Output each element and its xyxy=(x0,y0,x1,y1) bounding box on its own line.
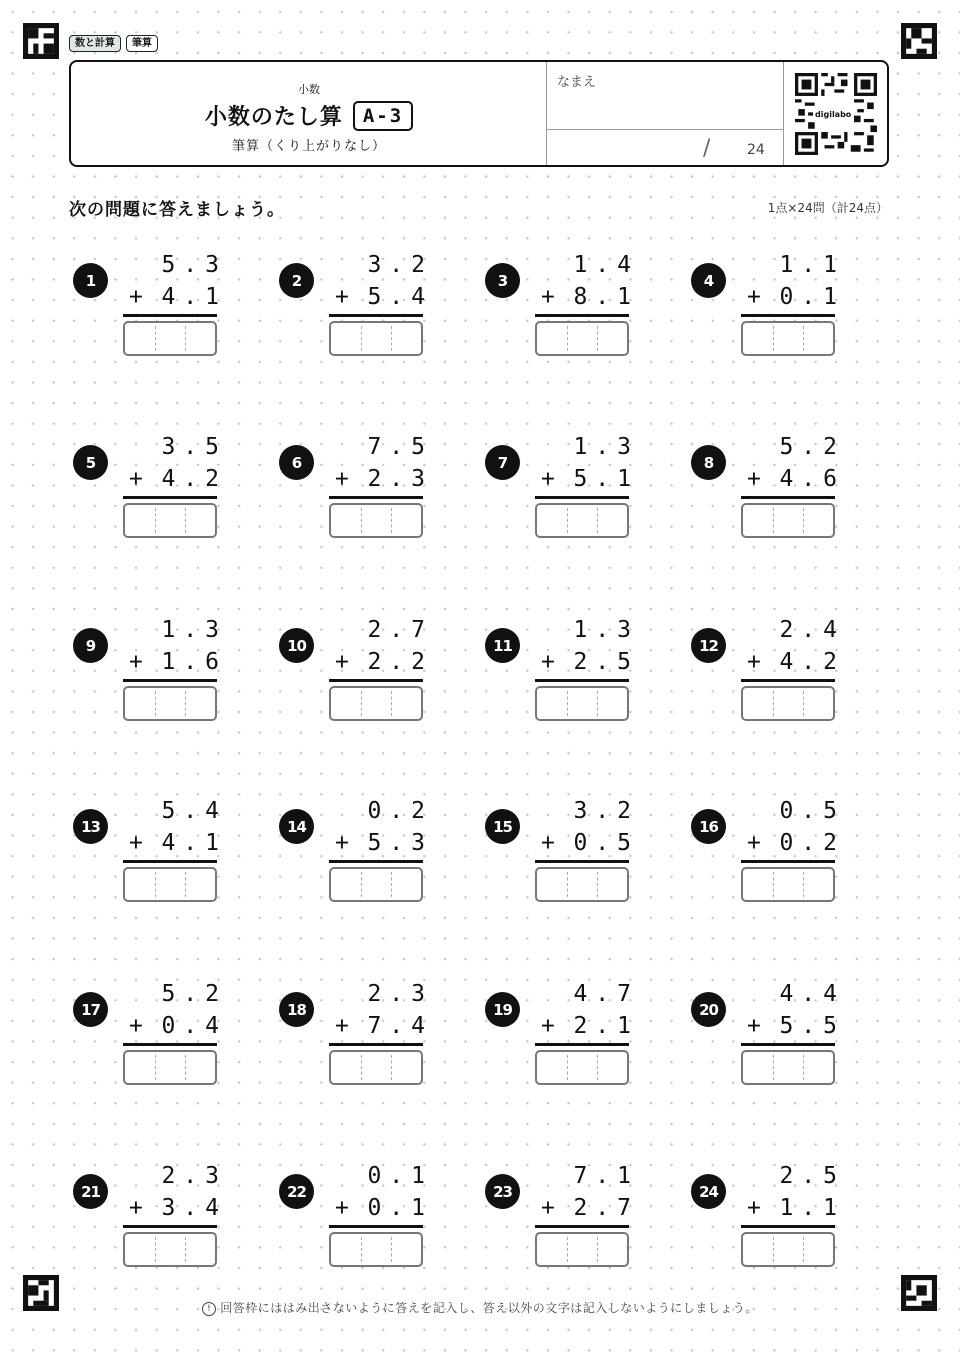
answer-box-divider xyxy=(155,326,156,351)
sum-rule-line xyxy=(329,1225,423,1228)
answer-box-divider xyxy=(803,872,804,897)
answer-box[interactable] xyxy=(123,503,217,538)
addend-top: 3.5 xyxy=(161,434,227,460)
answer-box-divider xyxy=(155,691,156,716)
plus-sign: + xyxy=(129,284,143,310)
problem-number-badge: 19 xyxy=(485,992,520,1027)
answer-box-divider xyxy=(597,872,598,897)
sum-rule-line xyxy=(741,496,835,499)
addend-bottom: 1.1 xyxy=(779,1195,845,1221)
sum-rule-line xyxy=(123,496,217,499)
addend-bottom: 5.3 xyxy=(367,830,433,856)
answer-box-divider xyxy=(185,872,186,897)
problem-24 xyxy=(691,1162,871,1292)
problem-number-badge: 18 xyxy=(279,992,314,1027)
problem-14 xyxy=(279,797,459,927)
footer-text: 回答枠にははみ出さないように答えを記入し、答え以外の文字は記入しないようにしましょう。 xyxy=(220,1301,758,1315)
answer-box-divider xyxy=(567,872,568,897)
category-tags xyxy=(69,35,158,52)
problem-number-badge: 20 xyxy=(691,992,726,1027)
sum-rule-line xyxy=(123,1225,217,1228)
plus-sign: + xyxy=(541,466,555,492)
addend-bottom: 8.1 xyxy=(573,284,639,310)
answer-box-divider xyxy=(361,508,362,533)
plus-sign: + xyxy=(541,649,555,675)
worksheet-header xyxy=(69,60,889,167)
answer-box-divider xyxy=(773,508,774,533)
addend-bottom: 2.7 xyxy=(573,1195,639,1221)
sum-rule-line xyxy=(329,860,423,863)
answer-box-divider xyxy=(803,326,804,351)
level-badge: A-3 xyxy=(353,101,413,131)
problem-20 xyxy=(691,980,871,1110)
problem-7 xyxy=(485,433,665,563)
problem-number-badge: 11 xyxy=(485,628,520,663)
answer-box[interactable] xyxy=(535,1232,629,1267)
plus-sign: + xyxy=(335,1013,349,1039)
plus-sign: + xyxy=(335,649,349,675)
plus-sign: + xyxy=(747,466,761,492)
problem-number-badge: 10 xyxy=(279,628,314,663)
problem-1 xyxy=(73,251,253,381)
answer-box[interactable] xyxy=(329,867,423,902)
answer-box-divider xyxy=(185,1237,186,1262)
problem-number-badge: 13 xyxy=(73,809,108,844)
sum-rule-line xyxy=(535,1225,629,1228)
answer-box-divider xyxy=(773,872,774,897)
problem-number-badge: 12 xyxy=(691,628,726,663)
addend-bottom: 0.2 xyxy=(779,830,845,856)
plus-sign: + xyxy=(541,1013,555,1039)
addend-bottom: 7.4 xyxy=(367,1013,433,1039)
problem-11 xyxy=(485,616,665,746)
answer-box[interactable] xyxy=(123,321,217,356)
sum-rule-line xyxy=(123,860,217,863)
problem-number-badge: 2 xyxy=(279,263,314,298)
answer-box[interactable] xyxy=(329,503,423,538)
answer-box-divider xyxy=(391,1055,392,1080)
info-icon: ! xyxy=(202,1302,216,1316)
score-slash: / xyxy=(703,136,711,161)
answer-box[interactable] xyxy=(535,321,629,356)
answer-box-divider xyxy=(597,691,598,716)
sum-rule-line xyxy=(741,860,835,863)
problem-number-badge: 24 xyxy=(691,1174,726,1209)
answer-box[interactable] xyxy=(535,503,629,538)
addend-bottom: 5.4 xyxy=(367,284,433,310)
problem-number-badge: 5 xyxy=(73,445,108,480)
answer-box-divider xyxy=(567,691,568,716)
sum-rule-line xyxy=(123,314,217,317)
answer-box-divider xyxy=(597,1055,598,1080)
addend-top: 7.5 xyxy=(367,434,433,460)
problem-number-badge: 14 xyxy=(279,809,314,844)
addend-top: 1.3 xyxy=(573,434,639,460)
problem-number-badge: 23 xyxy=(485,1174,520,1209)
problem-23 xyxy=(485,1162,665,1292)
addend-top: 4.7 xyxy=(573,981,639,1007)
plus-sign: + xyxy=(747,1013,761,1039)
answer-box[interactable] xyxy=(329,1050,423,1085)
problem-number-badge: 4 xyxy=(691,263,726,298)
answer-box-divider xyxy=(773,691,774,716)
plus-sign: + xyxy=(129,1013,143,1039)
addend-bottom: 5.1 xyxy=(573,466,639,492)
answer-box-divider xyxy=(773,1055,774,1080)
answer-box-divider xyxy=(803,691,804,716)
name-score-area xyxy=(546,62,784,165)
plus-sign: + xyxy=(129,649,143,675)
sum-rule-line xyxy=(741,679,835,682)
problem-number-badge: 6 xyxy=(279,445,314,480)
problem-number-badge: 22 xyxy=(279,1174,314,1209)
plus-sign: + xyxy=(541,830,555,856)
plus-sign: + xyxy=(747,649,761,675)
addend-top: 2.3 xyxy=(161,1163,227,1189)
answer-box-divider xyxy=(391,326,392,351)
answer-box-divider xyxy=(597,326,598,351)
addend-bottom: 5.5 xyxy=(779,1013,845,1039)
problem-number-badge: 8 xyxy=(691,445,726,480)
plus-sign: + xyxy=(541,284,555,310)
sum-rule-line xyxy=(329,679,423,682)
title-area xyxy=(71,62,547,165)
name-label: なまえ xyxy=(557,75,597,90)
answer-box-divider xyxy=(391,1237,392,1262)
answer-box[interactable] xyxy=(535,867,629,902)
problem-number-badge: 16 xyxy=(691,809,726,844)
addend-top: 5.2 xyxy=(779,434,845,460)
answer-box-divider xyxy=(391,872,392,897)
problem-number-badge: 21 xyxy=(73,1174,108,1209)
sum-rule-line xyxy=(535,496,629,499)
answer-box[interactable] xyxy=(741,1050,835,1085)
problem-number-badge: 3 xyxy=(485,263,520,298)
plus-sign: + xyxy=(335,1195,349,1221)
answer-box[interactable] xyxy=(741,321,835,356)
sum-rule-line xyxy=(535,1043,629,1046)
answer-box[interactable] xyxy=(535,1050,629,1085)
worksheet-title: 小数のたし算 xyxy=(204,105,343,130)
answer-box-divider xyxy=(361,691,362,716)
plus-sign: + xyxy=(335,466,349,492)
answer-box-divider xyxy=(803,1237,804,1262)
points-info: 1点×24問（計24点） xyxy=(767,201,888,215)
sum-rule-line xyxy=(741,1225,835,1228)
alignment-marker-top-right xyxy=(901,23,937,59)
addend-top: 0.2 xyxy=(367,798,433,824)
problem-10 xyxy=(279,616,459,746)
problem-3 xyxy=(485,251,665,381)
plus-sign: + xyxy=(541,1195,555,1221)
name-divider xyxy=(547,129,783,130)
addend-top: 0.1 xyxy=(367,1163,433,1189)
answer-box-divider xyxy=(391,508,392,533)
answer-box[interactable] xyxy=(123,1050,217,1085)
problem-16 xyxy=(691,797,871,927)
addend-bottom: 0.1 xyxy=(779,284,845,310)
answer-box-divider xyxy=(597,508,598,533)
sum-rule-line xyxy=(329,1043,423,1046)
sum-rule-line xyxy=(535,314,629,317)
answer-box-divider xyxy=(155,872,156,897)
problem-15 xyxy=(485,797,665,927)
score-total: 24 xyxy=(747,142,765,158)
addend-top: 3.2 xyxy=(573,798,639,824)
instruction-text: 次の問題に答えましょう。 xyxy=(69,200,285,220)
answer-box-divider xyxy=(361,326,362,351)
addend-top: 5.3 xyxy=(161,252,227,278)
answer-box-divider xyxy=(567,1055,568,1080)
plus-sign: + xyxy=(747,830,761,856)
addend-bottom: 0.4 xyxy=(161,1013,227,1039)
plus-sign: + xyxy=(335,830,349,856)
plus-sign: + xyxy=(129,1195,143,1221)
answer-box[interactable] xyxy=(123,867,217,902)
answer-box-divider xyxy=(773,326,774,351)
plus-sign: + xyxy=(129,466,143,492)
problem-number-badge: 7 xyxy=(485,445,520,480)
problem-9 xyxy=(73,616,253,746)
plus-sign: + xyxy=(129,830,143,856)
answer-box[interactable] xyxy=(329,1232,423,1267)
sum-rule-line xyxy=(123,679,217,682)
answer-box-divider xyxy=(155,508,156,533)
addend-bottom: 0.5 xyxy=(573,830,639,856)
addend-bottom: 2.2 xyxy=(367,649,433,675)
addend-bottom: 1.6 xyxy=(161,649,227,675)
addend-top: 2.7 xyxy=(367,617,433,643)
problem-5 xyxy=(73,433,253,563)
addend-bottom: 4.2 xyxy=(779,649,845,675)
addend-bottom: 0.1 xyxy=(367,1195,433,1221)
addend-bottom: 4.1 xyxy=(161,284,227,310)
problem-4 xyxy=(691,251,871,381)
addend-top: 1.3 xyxy=(573,617,639,643)
sum-rule-line xyxy=(535,679,629,682)
answer-box-divider xyxy=(567,1237,568,1262)
answer-box-divider xyxy=(567,508,568,533)
answer-box-divider xyxy=(185,508,186,533)
problem-22 xyxy=(279,1162,459,1292)
answer-box-divider xyxy=(567,326,568,351)
addend-bottom: 2.1 xyxy=(573,1013,639,1039)
addend-bottom: 4.1 xyxy=(161,830,227,856)
answer-box-divider xyxy=(803,508,804,533)
problem-2 xyxy=(279,251,459,381)
answer-box-divider xyxy=(361,1237,362,1262)
addend-top: 5.4 xyxy=(161,798,227,824)
answer-box-divider xyxy=(185,1055,186,1080)
sum-rule-line xyxy=(329,496,423,499)
addend-top: 2.5 xyxy=(779,1163,845,1189)
problem-13 xyxy=(73,797,253,927)
addend-top: 1.4 xyxy=(573,252,639,278)
problem-12 xyxy=(691,616,871,746)
addend-bottom: 2.5 xyxy=(573,649,639,675)
addend-bottom: 2.3 xyxy=(367,466,433,492)
answer-box-divider xyxy=(185,326,186,351)
problem-19 xyxy=(485,980,665,1110)
answer-box[interactable] xyxy=(741,867,835,902)
sum-rule-line xyxy=(741,314,835,317)
answer-box[interactable] xyxy=(123,686,217,721)
problem-18 xyxy=(279,980,459,1110)
addend-top: 3.2 xyxy=(367,252,433,278)
problem-number-badge: 15 xyxy=(485,809,520,844)
tag-number-and-calculation: 数と計算 xyxy=(69,35,121,52)
answer-box-divider xyxy=(773,1237,774,1262)
answer-box-divider xyxy=(185,691,186,716)
addend-top: 2.4 xyxy=(779,617,845,643)
answer-box-divider xyxy=(361,872,362,897)
addend-top: 1.3 xyxy=(161,617,227,643)
addend-bottom: 4.6 xyxy=(779,466,845,492)
problem-21 xyxy=(73,1162,253,1292)
problem-number-badge: 9 xyxy=(73,628,108,663)
addend-bottom: 4.2 xyxy=(161,466,227,492)
sum-rule-line xyxy=(123,1043,217,1046)
answer-box[interactable] xyxy=(329,686,423,721)
answer-box[interactable] xyxy=(535,686,629,721)
plus-sign: + xyxy=(747,284,761,310)
answer-box-divider xyxy=(155,1237,156,1262)
sum-rule-line xyxy=(741,1043,835,1046)
footer-note xyxy=(0,1299,960,1316)
answer-box[interactable] xyxy=(741,686,835,721)
addend-top: 7.1 xyxy=(573,1163,639,1189)
addend-top: 1.1 xyxy=(779,252,845,278)
problem-8 xyxy=(691,433,871,563)
addend-top: 0.5 xyxy=(779,798,845,824)
subject-label: 小数 xyxy=(298,83,320,96)
tag-column-calculation: 筆算 xyxy=(126,35,158,52)
qr-code-label: digilabo xyxy=(815,110,852,119)
problem-number-badge: 17 xyxy=(73,992,108,1027)
sum-rule-line xyxy=(535,860,629,863)
sum-rule-line xyxy=(329,314,423,317)
addend-top: 2.3 xyxy=(367,981,433,1007)
addend-top: 4.4 xyxy=(779,981,845,1007)
alignment-marker-top-left xyxy=(23,23,59,59)
plus-sign: + xyxy=(335,284,349,310)
addend-bottom: 3.4 xyxy=(161,1195,227,1221)
answer-box-divider xyxy=(391,691,392,716)
addend-top: 5.2 xyxy=(161,981,227,1007)
answer-box-divider xyxy=(361,1055,362,1080)
answer-box[interactable] xyxy=(329,321,423,356)
problem-6 xyxy=(279,433,459,563)
problem-17 xyxy=(73,980,253,1110)
answer-box[interactable] xyxy=(741,1232,835,1267)
worksheet-subtitle: 筆算（くり上がりなし） xyxy=(231,139,386,154)
answer-box[interactable] xyxy=(741,503,835,538)
answer-box-divider xyxy=(597,1237,598,1262)
plus-sign: + xyxy=(747,1195,761,1221)
answer-box-divider xyxy=(155,1055,156,1080)
problem-number-badge: 1 xyxy=(73,263,108,298)
answer-box[interactable] xyxy=(123,1232,217,1267)
answer-box-divider xyxy=(803,1055,804,1080)
